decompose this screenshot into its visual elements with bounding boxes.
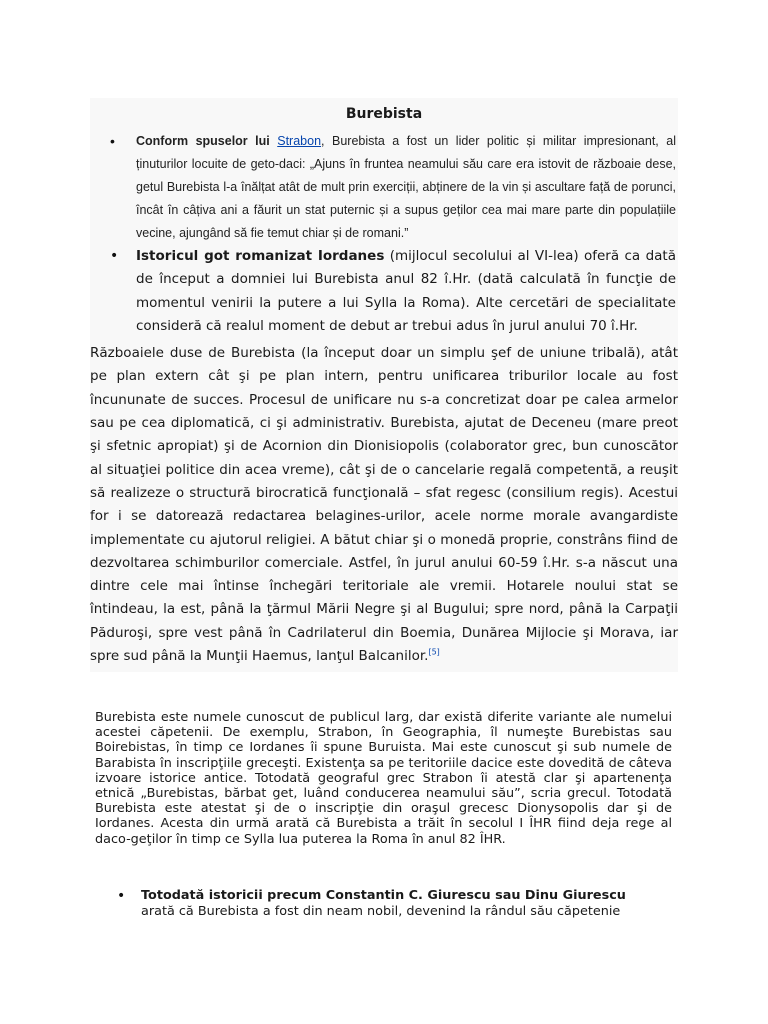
- bullet3-text: arată că Burebista a fost din neam nobil, devenind la rândul său căpetenie: [141, 904, 621, 919]
- paragraph1-text: Războaiele duse de Burebista (la început doar un simplu şef de uniune tribală), atât pe plan extern cât şi pe plan intern, pentru unificarea triburilor locale au fost încununate de succes. Procesul de unificare nu s-a concretizat doar pe calea armelor sau pe cea diplomatică, ci şi administrativ. Burebista, ajutat de Deceneu (mare preot şi sfetnic apropiat) şi de Acornion din Dionisiopolis (colaborator grec, bun cunoscător al situaţiei politice din acea vreme), cât şi de o cancelarie regală competentă, a reuşit să realizeze o structură birocratică funcţională – sfat regesc (consilium regis). Acestui for i se datorează redactarea belagines-urilor, acele norme morale avangardiste implementate cu ajutorul religiei. A bătut chiar şi o monedă proprie, constrâns fiind de dezvoltarea schimburilor comerciale. Astfel, în jurul anului 60-59 î.Hr. s-a născut una dintre cele mai întinse închegări teritoriale ale vremii. Hotarele noului stat se întindeau, la est, până la ţărmul Mării Negre şi al Bugului; spre nord, până la Carpaţii Păduroşi, spre vest până în Cadrilaterul din Boemia, Dunărea Mijlocie şi Morava, iar spre sud până la Munţii Haemus, lanţul Balcanilor.: [90, 345, 678, 665]
- bullet-icon: •: [117, 888, 126, 904]
- paragraph-wars: [90, 342, 678, 672]
- page-title: Burebista: [345, 106, 423, 122]
- bullet2-text: (mijlocul secolului al VI-lea) oferă ca dată de început a domniei lui Burebista anul 82 î.Hr. (dată calculată în funcţie de momentul venirii la putere a lui Sylla la Roma). Alte cercetări de specialitate consideră că realul moment de debut ar trebui adus în jurul anului 70 î.Hr.: [136, 248, 676, 334]
- bullet-list-2: [95, 888, 672, 920]
- list-item-iordanes: [90, 245, 678, 338]
- section-giurescu: [95, 888, 672, 920]
- section-burebista: [90, 98, 678, 672]
- bullet-icon: •: [110, 133, 115, 149]
- bullet1-text: , Burebista a fost un lider politic și militar impresionant, al ținuturilor locuite de geto-daci: „Ajuns în fruntea neamului său care era istovit de războaie dese, getul Burebista l-a înălțat atât de mult prin exerciții, abținere de la vin și ascultare față de porunci, încât în câțiva ani a făurit un stat puternic și a supus geților cea mai mare parte din populațiile vecine, ajungând să fie temut chiar și de romani.”: [136, 134, 676, 240]
- paragraph-names: Burebista este numele cunoscut de publicul larg, dar există diferite variante ale numelui acestei căpetenii. De exemplu, Strabon, în Geographia, îl numeşte Burebistas sau Boirebistas, în timp ce Iordanes îi spune Buruista. Mai este cunoscut şi sub numele de Barabista în inscripţiile greceşti. Existenţa sa pe teritoriile dacice este dovedită de câteva izvoare istorice antice. Totodată geograful grec Strabon îi atestă clar şi apartenenţa etnică „Burebistas, bărbat get, luând conducerea neamului său”, scria grecul. Totodată Burebista este atestat şi de o inscripţie din oraşul grecesc Dionysopolis dar şi de Iordanes. Acesta din urmă arată că Burebista a trăit în secolul I ÎHR fiind deja rege al daco-geţilor în timp ce Sylla lua puterea la Roma în anul 82 ÎHR.: [95, 710, 672, 847]
- bullet1-bold: Conform spuselor lui: [136, 134, 270, 148]
- bullet-list: [90, 130, 678, 338]
- bullet2-bold: Istoricul got romanizat Iordanes: [136, 248, 385, 264]
- list-item-giurescu: [95, 888, 672, 920]
- reference-link[interactable]: [5]: [428, 647, 440, 657]
- bullet-icon: •: [110, 248, 119, 264]
- bullet3-bold: Totodată istoricii precum Constantin C. Giurescu sau Dinu Giurescu: [141, 888, 626, 903]
- strabon-link[interactable]: Strabon: [277, 134, 322, 148]
- list-item-strabon: [90, 130, 678, 245]
